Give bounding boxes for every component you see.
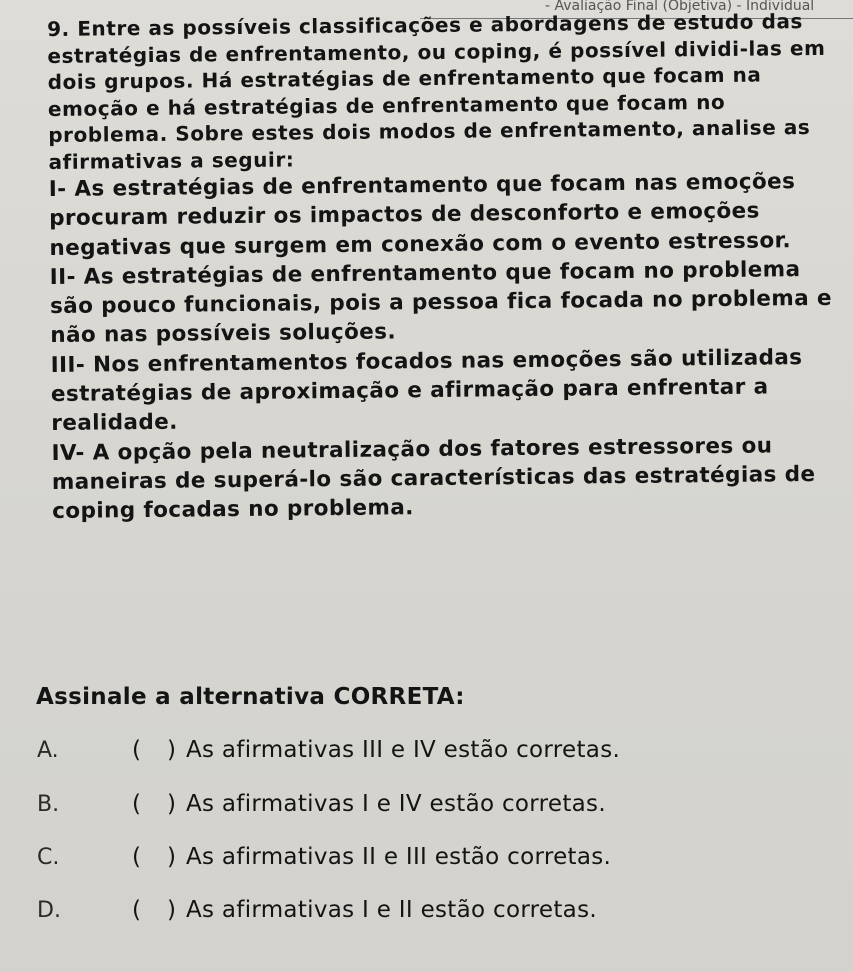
exam-header-title: - Avaliação Final (Objetiva) - Individual [545, 0, 815, 14]
option-a[interactable]: A. ( ) As afirmativas III e IV estão corretas. [37, 737, 621, 763]
statements-list [49, 167, 843, 527]
question-stem: 9. Entre as possíveis classificações e abordagens de estudo das estratégias de enfrentamento, ou coping, é possível dividi-las em dois grupos. Há estratégias de enfrentamento que focam na emoção e há estratégias de enfrentamento que focam no problema. Sobre estes dois modos de enfrentamento, analise as afirmativas a seguir: [47, 9, 826, 174]
option-d[interactable]: D. ( ) As afirmativas I e II estão corretas. [37, 897, 597, 923]
statement-ii: II- As estratégias de enfrentamento que focam no problema são pouco funcionais, pois a pessoa fica focada no problema e não nas possíveis soluções. [49, 257, 833, 349]
option-b-text: As afirmativas I e IV estão corretas. [185, 791, 606, 817]
option-c[interactable]: C. ( ) As afirmativas II e III estão corretas. [37, 844, 612, 870]
question-9 [47, 8, 842, 527]
option-b-letter: B. [37, 791, 60, 817]
option-a-text: As afirmativas III e IV estão corretas. [185, 737, 621, 763]
option-c-letter: C. [37, 844, 60, 870]
option-a-letter: A. [37, 737, 59, 763]
statement-iv: IV- A opção pela neutralização dos fatores estressores ou maneiras de superá-lo são características das estratégias de coping focadas no problema. [51, 433, 816, 525]
answer-prompt: Assinale a alternativa CORRETA: [36, 684, 465, 710]
statement-i: I- As estratégias de enfrentamento que focam nas emoções procuram reduzir os impactos de desconforto e emoções negativas que surgem em conexão com o evento estressor. [48, 169, 796, 261]
option-d-letter: D. [37, 897, 61, 923]
statement-iii: III- Nos enfrentamentos focados nas emoções são utilizadas estratégias de aproximação e afirmação para enfrentar a realidade. [50, 344, 803, 437]
option-d-text: As afirmativas I e II estão corretas. [185, 897, 597, 923]
option-b[interactable]: B. ( ) As afirmativas I e IV estão corretas. [37, 791, 606, 817]
option-c-text: As afirmativas II e III estão corretas. [185, 844, 612, 870]
